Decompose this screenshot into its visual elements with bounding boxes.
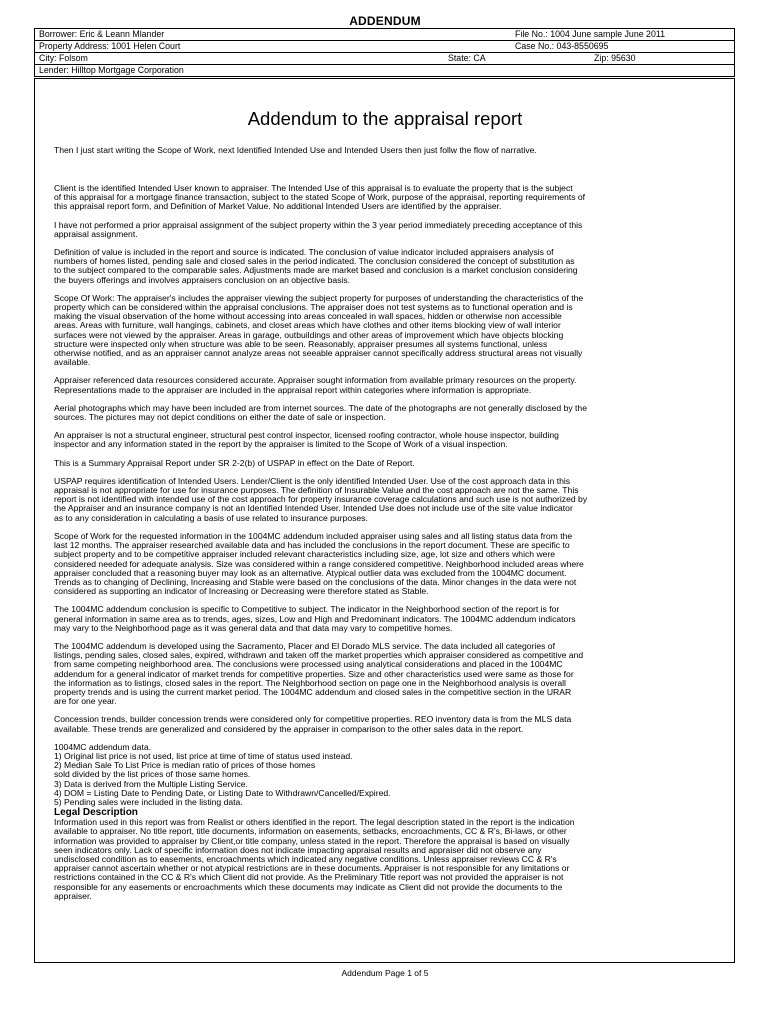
file-no-field: File No.: 1004 June sample June 2011 — [515, 29, 665, 39]
paragraph-summary-report: This is a Summary Appraisal Report under SR 2-2(b) of USPAP in effect on the Date of Report. — [54, 457, 415, 468]
paragraph-data-resources: Appraiser referenced data resources considered accurate. Appraiser sought information from available primary resources on the property. Representations made to the appraiser are included in the appraisal report within categories where information is appropriate. — [54, 375, 577, 395]
legal-description-heading: Legal Description — [54, 807, 138, 819]
list-1004mc-data: 1004MC addendum data. 1) Original list price is not used, list price at time of time of status used instead. 2) Median Sale To List Price is median ratio of prices of those homes sold divided by the list prices of those same homes. 3) Data is derived from the Multiple Listing Service. 4) DOM = Listing Date to Pending Date, or Listing Date to Withdrawn/Cancelled/Expired. 5) Pending sales were included in the listing data. — [54, 741, 391, 807]
paragraph-1004mc-scope: Scope of Work for the requested information in the 1004MC addendum included appraiser using sales and all listing status data from the last 12 months. The appraiser researched available data and has included the conclusions in the report document. These are specific to subject property and to be competitive appraiser included relevant characteristics including size, age, lot size and others which were considered needed for adequate analysis. Size was considered within a range considered competitive. Neighborhood included areas where appraiser concluded that a reasoning buyer may look as an alternative. Atypical outlier data was excluded from the 1004MC document. Trends as to changing of Declining, Increasing and Stable were based on the conclusions of the data. Minor changes in the data were not considered as supporting an indicator of Increasing or Decreasing were therefore stated as Stable. — [54, 530, 584, 597]
state-field: State: CA — [448, 53, 486, 63]
page-footer: Addendum Page 1 of 5 — [341, 968, 429, 978]
paragraph-scope-of-work: Scope Of Work: The appraiser's includes the appraiser viewing the subject property for purposes of understanding the characteristics of the property which can be considered within the appraisal conclusions. The appraiser does not test systems as to functional operation and is making the visual observation of the home without accessing into areas concealed in wall spaces, hidden or otherwise non accessible areas. Areas with furniture, wall hangings, cabinets, and closet areas which have clothes and other items blocking view of wall interior surfaces were not viewed by the appraiser. Areas in garage, outbuildings and other areas of improvement which have objects blocking structure were inspected only when structure was able to be seen. Reasonably, appraiser presumes all systems functional, unless otherwise notified, and as an appraiser cannot analyze areas not seeable appraiser cannot specifically address structural areas not visually available. — [54, 292, 584, 368]
document-title: ADDENDUM — [349, 14, 421, 28]
paragraph-1004mc-mls: The 1004MC addendum is developed using the Sacramento, Placer and El Dorado MLS service. The data included all categories of listings, pending sales, closed sales, expired, withdrawn and taken off the market properties which appraiser considered as competitive and from same competing neighborhood area. The conclusions were processed using analytical considerations and placed in the 1004MC addendum for a general indicator of market trends for competitive properties. Size and other characteristics used were same as those for the information as to listings, closed sales in the report. The Neighborhood section on page one in the Neighborhood analysis is overall property trends and is using the current market period. The 1004MC addendum and closed sales in the competitive section in the URAR are for one year. — [54, 640, 584, 707]
body-content — [54, 184, 686, 910]
page-heading: Addendum to the appraisal report — [247, 108, 523, 129]
zip-field: Zip: 95630 — [594, 53, 636, 63]
case-no-field: Case No.: 043-8550695 — [515, 41, 609, 51]
paragraph-uspap-intended-users: USPAP requires identification of Intended Users. Lender/Client is the only identified Intended User. Use of the cost approach data in this appraisal is not appropriate for use for insurance purposes. The definition of Insurable Value and the cost approach are not the same. This report is not identified with intended use of the cost approach for property insurance coverage calculations and such use is not authorized by the Appraiser and an insurance company is not an Identified Intended User. Intended Use does not include use of the site value indicator as to any consideration in calculating a basis of use related to insurance purposes. — [54, 475, 588, 523]
property-address-field: Property Address: 1001 Helen Court — [39, 41, 181, 51]
header-row-borrower — [35, 29, 734, 41]
paragraph-prior-appraisal: I have not performed a prior appraisal assignment of the subject property within the 3 year period immediately preceding acceptance of this appraisal assignment. — [54, 219, 583, 239]
header-row-city — [35, 53, 734, 65]
header-row-lender — [35, 65, 734, 76]
city-field: City: Folsom — [39, 53, 88, 63]
legal-description-text: Information used in this report was from Realist or others identified in the report. The legal description stated in the report is the indication available to appraiser. No title report, title documents, information on easements, setbacks, encroachments, CC & R's, Bi-laws, or other information was provided to appraiser by Client,or title company, unless stated in the report. Therefore the appraisal is based on visually seen indicators only. Lack of specific information does not indicate impacting appraisal results and appraiser did not observe any undisclosed condition as to easements, encroachments which indicated any negative conditions. Unless appraiser reviews CC & R's appraiser cannot ascertain whether or not atypical restrictions are in these documents. Appraiser is not responsible for any limitations or restrictions contained in the CC & R's which Client did not provide. As the Preliminary Title report was not provided the appraiser is not responsible for any easements or encroachments which these documents may indicate as Client did not provide the documents to the appraiser. — [54, 817, 575, 901]
lender-field: Lender: Hilltop Mortgage Corporation — [39, 65, 184, 75]
paragraph-intended-use: Client is the identified Intended User known to appraiser. The Intended Use of this appraisal is to evaluate the property that is the subject of this appraisal for a mortgage finance transaction, subject to the stated Scope of Work, purpose of the appraisal, reporting requirements of this appraisal report form, and Definition of Market Value. No additional Intended Users are identified by the appraiser. — [54, 183, 586, 212]
header-row-address — [35, 41, 734, 53]
paragraph-definition-of-value: Definition of value is included in the report and source is indicated. The conclusion of value indicator included appraisers analysis of numbers of homes listed, pending sale and closed sales in the period indicated. The conclusion considered the concept of substitution as to the subject compared to the comparable sales. Adjustments made are market based and conclusion is a market conclusion considering the buyers offerings and involves appraisers conclusion on an objective basis. — [54, 247, 578, 285]
intro-text: Then I just start writing the Scope of Work, next Identified Intended Use and Intended Users then just follw the flow of narrative. — [54, 145, 537, 155]
paragraph-aerial-photographs: Aerial photographs which may have been included are from internet sources. The date of the photographs are not generally disclosed by the sources. The pictures may not depict conditions on either the date of sale or inspection. — [54, 402, 587, 423]
paragraph-1004mc-conclusion: The 1004MC addendum conclusion is specific to Competitive to subject. The indicator in the Neighborhood section of the report is for general information in same area as to trends, ages, sizes, Low and High and Predominant indicators. The 1004MC addendum indicators may vary to the Neighborhood page as it was general data and that data may vary to competitive homes. — [54, 604, 576, 633]
header-table — [34, 28, 735, 77]
borrower-field: Borrower: Eric & Leann Mlander — [39, 29, 165, 39]
paragraph-not-structural-engineer: An appraiser is not a structural engineer, structural pest control inspector, licensed roofing contractor, whole house inspector, building inspector and any information stated in the report by the appraiser is limited to the Scope of Work of a visual inspection. — [54, 430, 559, 450]
paragraph-concession-trends: Concession trends, builder concession trends were considered only for competitive properties. REO inventory data is from the MLS data available. These trends are generalized and considered by the appraiser in comparison to the other sales data in the report. — [54, 714, 572, 734]
